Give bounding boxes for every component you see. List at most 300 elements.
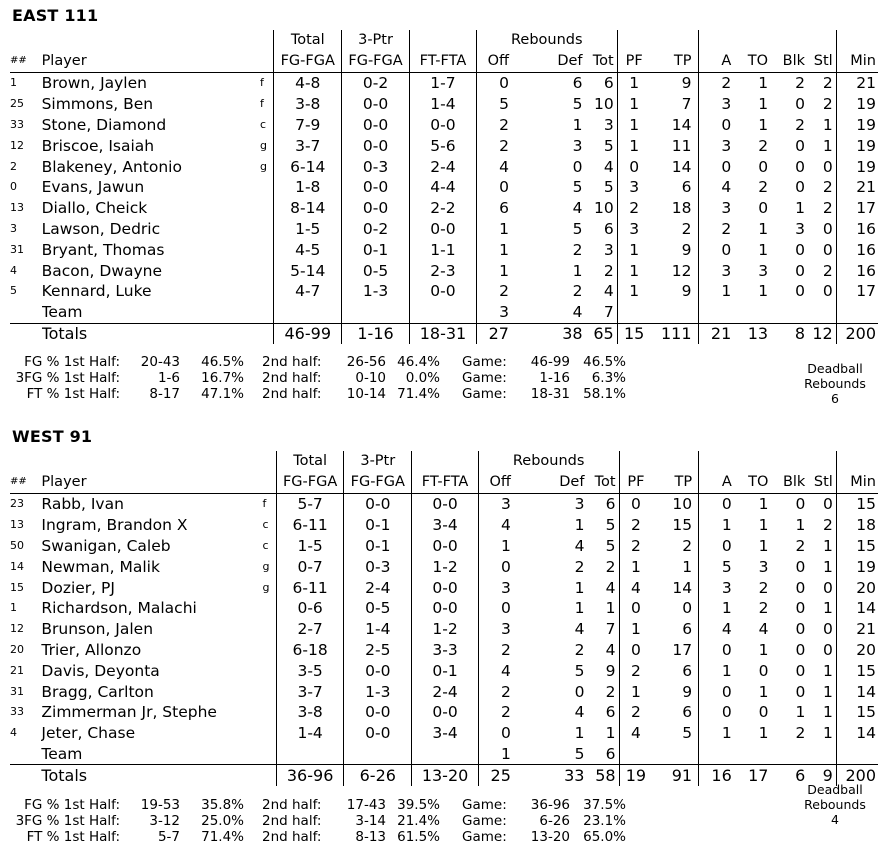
total-points: 5 xyxy=(652,723,698,744)
second-half-pct: 21.4% xyxy=(397,813,440,829)
personal-fouls: 1 xyxy=(630,682,641,701)
three-fg-fga: 0-0 xyxy=(342,135,410,156)
player-name: Kennard, Luke xyxy=(41,282,152,301)
header-blank xyxy=(42,30,260,50)
off-rebounds: 0 xyxy=(501,557,511,576)
def-rebounds: 1 xyxy=(574,724,585,743)
turnovers: 3 xyxy=(758,261,769,280)
minutes: 17 xyxy=(856,199,876,218)
ft-fta: 5-6 xyxy=(409,135,476,156)
minutes: 200 xyxy=(845,323,876,343)
player-position: g xyxy=(259,159,267,173)
ft-fta: 3-3 xyxy=(412,640,479,661)
personal-fouls: 1 xyxy=(629,115,640,134)
player-row xyxy=(10,494,878,515)
off-rebounds: 2 xyxy=(501,682,511,701)
first-half-pct: 46.5% xyxy=(201,354,244,370)
total-points: 91 xyxy=(652,765,698,786)
header-ft: FT-FTA xyxy=(409,50,476,73)
player-position xyxy=(262,660,276,681)
blocks: 0 xyxy=(795,640,806,659)
ft-fta: 0-0 xyxy=(412,702,479,723)
player-row xyxy=(10,281,878,302)
def-rebounds: 1 xyxy=(574,599,585,618)
player-name: Diallo, Cheick xyxy=(41,199,148,218)
header-ft: FT-FTA xyxy=(412,471,479,494)
player-number: 23 xyxy=(10,497,24,511)
steals: 1 xyxy=(809,723,836,744)
game-label: Game: xyxy=(462,370,507,386)
ft-fta: 4-4 xyxy=(409,177,476,198)
player-name: Jeter, Chase xyxy=(41,724,136,743)
steals: 1 xyxy=(809,556,836,577)
def-rebounds: 6 xyxy=(572,74,583,93)
fg-fga: 5-14 xyxy=(274,260,342,281)
blocks: 0 xyxy=(795,157,806,176)
summary-row xyxy=(0,354,660,370)
player-name: Bryant, Thomas xyxy=(41,240,165,259)
player-position xyxy=(260,219,274,240)
blocks: 0 xyxy=(795,599,806,618)
totals-label: Totals xyxy=(41,323,88,343)
def-rebounds: 1 xyxy=(574,578,585,597)
turnovers: 13 xyxy=(747,323,769,343)
personal-fouls: 3 xyxy=(629,219,640,238)
rebounds-label: Rebounds xyxy=(804,797,866,812)
personal-fouls: 0 xyxy=(629,157,640,176)
minutes: 14 xyxy=(856,682,876,701)
first-half-pct: 47.1% xyxy=(201,386,244,402)
player-number: 2 xyxy=(10,159,17,173)
ft-fta: 0-0 xyxy=(412,577,479,598)
game-made-att: 1-16 xyxy=(539,370,570,386)
def-rebounds: 1 xyxy=(574,516,585,535)
player-position: c xyxy=(259,117,267,131)
personal-fouls: 1 xyxy=(629,282,640,301)
steals: 1 xyxy=(809,135,836,156)
assists: 0 xyxy=(721,495,732,514)
player-row xyxy=(10,619,878,640)
player-name: Bacon, Dwayne xyxy=(41,261,163,280)
fg-fga: 0-7 xyxy=(276,556,344,577)
player-position: f xyxy=(259,76,264,90)
blocks: 0 xyxy=(795,282,806,301)
second-half-label: 2nd half: xyxy=(262,813,322,829)
steals: 0 xyxy=(809,156,836,177)
three-fg-fga: 0-3 xyxy=(344,556,412,577)
three-fg-fga xyxy=(342,302,410,323)
fg-fga: 5-7 xyxy=(276,494,344,515)
personal-fouls: 1 xyxy=(629,261,640,280)
off-rebounds: 6 xyxy=(499,199,509,218)
turnovers: 1 xyxy=(758,95,769,114)
first-half-made-att: 8-17 xyxy=(149,386,180,402)
steals: 1 xyxy=(809,115,836,136)
tot-rebounds: 7 xyxy=(586,619,619,640)
def-rebounds: 4 xyxy=(574,536,585,555)
steals: 0 xyxy=(809,494,836,515)
fg-fga: 3-7 xyxy=(274,135,342,156)
assists: 1 xyxy=(721,661,732,680)
player-position xyxy=(262,723,276,744)
tot-rebounds: 58 xyxy=(586,765,619,786)
blocks xyxy=(772,302,809,323)
ft-fta: 3-4 xyxy=(412,515,479,536)
def-rebounds: 4 xyxy=(572,199,583,218)
header-a: A xyxy=(699,471,736,494)
turnovers: 1 xyxy=(758,640,769,659)
player-position xyxy=(262,598,276,619)
player-row xyxy=(10,660,878,681)
game-label: Game: xyxy=(462,386,507,402)
player-number: 4 xyxy=(10,726,17,740)
player-number xyxy=(10,765,41,786)
personal-fouls: 4 xyxy=(630,578,641,597)
three-fg-fga: 1-3 xyxy=(344,681,412,702)
turnovers: 1 xyxy=(758,282,769,301)
header-blank xyxy=(836,30,878,50)
personal-fouls xyxy=(619,744,652,765)
player-row xyxy=(10,640,878,661)
second-half-label: 2nd half: xyxy=(262,797,322,813)
turnovers: 1 xyxy=(758,724,769,743)
player-number xyxy=(10,302,42,323)
fg-fga: 1-4 xyxy=(276,723,344,744)
player-name: Team xyxy=(42,302,260,323)
minutes: 20 xyxy=(856,640,876,659)
header-a: A xyxy=(698,50,735,73)
player-number: 14 xyxy=(10,559,24,573)
off-rebounds: 0 xyxy=(501,599,511,618)
blocks: 0 xyxy=(795,95,806,114)
header-blank xyxy=(409,30,476,50)
second-half-pct: 71.4% xyxy=(397,386,440,402)
summary-label: 3FG % 1st Half: xyxy=(15,813,120,829)
header-blank xyxy=(262,451,276,471)
tot-rebounds: 6 xyxy=(585,73,618,94)
tot-rebounds: 2 xyxy=(585,260,618,281)
player-number: 13 xyxy=(10,518,24,532)
header-to: TO xyxy=(735,50,772,73)
assists: 4 xyxy=(721,620,732,639)
player-number: 1 xyxy=(10,601,17,615)
steals: 2 xyxy=(809,94,836,115)
second-half-made-att: 8-13 xyxy=(355,829,386,845)
first-half-made-att: 3-12 xyxy=(149,813,180,829)
ft-fta: 2-4 xyxy=(412,681,479,702)
player-name: Swanigan, Caleb xyxy=(41,536,171,555)
player-number: 0 xyxy=(10,180,17,194)
assists: 3 xyxy=(721,261,732,280)
player-position xyxy=(260,198,274,219)
assists: 3 xyxy=(721,199,732,218)
blocks: 2 xyxy=(795,74,806,93)
total-points: 9 xyxy=(651,239,698,260)
steals: 1 xyxy=(809,702,836,723)
player-position xyxy=(262,744,276,765)
header-blank xyxy=(260,30,274,50)
def-rebounds: 2 xyxy=(572,282,583,301)
steals xyxy=(809,744,836,765)
second-half-made-att: 26-56 xyxy=(346,354,386,370)
tot-rebounds: 9 xyxy=(586,660,619,681)
ft-fta: 0-0 xyxy=(412,494,479,515)
header-stl: Stl xyxy=(809,471,836,494)
steals: 2 xyxy=(809,198,836,219)
second-half-label: 2nd half: xyxy=(262,829,322,845)
assists: 1 xyxy=(721,282,732,301)
summary-label: FT % 1st Half: xyxy=(26,829,120,845)
total-points: 14 xyxy=(651,115,698,136)
ft-fta: 0-0 xyxy=(409,281,476,302)
off-rebounds: 0 xyxy=(499,178,509,197)
fg-fga xyxy=(276,744,344,765)
three-fg-fga: 0-0 xyxy=(344,494,412,515)
blocks: 1 xyxy=(795,199,806,218)
header-fg: FG-FGA xyxy=(274,50,342,73)
total-points: 14 xyxy=(651,156,698,177)
assists: 1 xyxy=(721,599,732,618)
player-name: Richardson, Malachi xyxy=(41,599,197,618)
player-name: Trier, Allonzo xyxy=(41,640,142,659)
turnovers: 2 xyxy=(758,178,769,197)
player-position xyxy=(262,765,276,786)
fg-fga: 4-7 xyxy=(274,281,342,302)
total-points: 6 xyxy=(651,177,698,198)
player-name: Briscoe, Isaiah xyxy=(41,136,155,155)
turnovers: 0 xyxy=(758,703,769,722)
three-fg-fga: 0-0 xyxy=(342,198,410,219)
minutes: 19 xyxy=(856,136,876,155)
deadball-label: Deadball xyxy=(807,782,863,797)
total-points: 6 xyxy=(652,702,698,723)
off-rebounds: 2 xyxy=(499,115,509,134)
blocks: 0 xyxy=(795,620,806,639)
header-blank xyxy=(477,30,511,50)
total-points: 7 xyxy=(651,94,698,115)
off-rebounds: 27 xyxy=(488,323,509,343)
off-rebounds: 1 xyxy=(499,240,509,259)
first-half-made-att: 20-43 xyxy=(140,354,180,370)
summary-row xyxy=(0,813,660,829)
header-min: Min xyxy=(836,471,878,494)
minutes: 19 xyxy=(856,95,876,114)
total-points: 18 xyxy=(651,198,698,219)
total-points: 12 xyxy=(651,260,698,281)
player-number: 31 xyxy=(10,684,24,698)
header-3ptr: 3-Ptr xyxy=(342,30,410,50)
summary-row xyxy=(0,386,660,402)
turnovers: 1 xyxy=(758,516,769,535)
off-rebounds: 2 xyxy=(501,703,511,722)
assists: 3 xyxy=(721,578,732,597)
total-points: 2 xyxy=(651,219,698,240)
game-made-att: 46-99 xyxy=(530,354,570,370)
blocks: 0 xyxy=(795,261,806,280)
ft-fta: 3-4 xyxy=(412,723,479,744)
turnovers: 1 xyxy=(758,219,769,238)
player-number xyxy=(10,744,41,765)
header-group-row xyxy=(10,451,878,471)
summary-label: 3FG % 1st Half: xyxy=(15,370,120,386)
ft-fta: 1-7 xyxy=(409,73,476,94)
steals: 1 xyxy=(809,536,836,557)
steals: 2 xyxy=(809,260,836,281)
second-half-pct: 39.5% xyxy=(397,797,440,813)
fg-fga: 6-18 xyxy=(276,640,344,661)
tot-rebounds: 6 xyxy=(586,744,619,765)
blocks: 0 xyxy=(795,578,806,597)
fg-fga: 3-5 xyxy=(276,660,344,681)
ft-fta xyxy=(409,302,476,323)
off-rebounds: 0 xyxy=(499,74,509,93)
ft-fta: 2-3 xyxy=(409,260,476,281)
player-name: Zimmerman Jr, Stephe xyxy=(41,703,217,722)
turnovers xyxy=(736,744,773,765)
assists: 4 xyxy=(721,178,732,197)
second-half-made-att: 17-43 xyxy=(346,797,386,813)
def-rebounds: 5 xyxy=(572,219,583,238)
assists: 0 xyxy=(721,157,732,176)
tot-rebounds: 7 xyxy=(585,302,618,323)
blocks: 0 xyxy=(795,682,806,701)
turnovers: 4 xyxy=(758,620,769,639)
fg-fga: 6-14 xyxy=(274,156,342,177)
tot-rebounds: 3 xyxy=(585,239,618,260)
minutes: 200 xyxy=(845,765,876,785)
def-rebounds: 5 xyxy=(513,744,587,765)
ft-fta: 1-2 xyxy=(412,619,479,640)
summary-row xyxy=(0,797,660,813)
off-rebounds: 4 xyxy=(501,661,511,680)
tot-rebounds: 4 xyxy=(585,281,618,302)
off-rebounds: 5 xyxy=(499,95,509,114)
header-blank xyxy=(836,451,878,471)
first-half-pct: 25.0% xyxy=(201,813,244,829)
assists: 2 xyxy=(721,219,732,238)
game-made-att: 18-31 xyxy=(530,386,570,402)
player-name: Brown, Jaylen xyxy=(41,74,147,93)
player-position xyxy=(260,177,274,198)
player-number: 33 xyxy=(10,705,24,719)
player-row xyxy=(10,177,878,198)
summary-label: FT % 1st Half: xyxy=(26,386,120,402)
three-fg-fga: 0-3 xyxy=(342,156,410,177)
first-half-pct: 16.7% xyxy=(201,370,244,386)
player-position xyxy=(260,239,274,260)
def-rebounds: 5 xyxy=(574,661,585,680)
game-pct: 46.5% xyxy=(583,354,626,370)
header-blank xyxy=(412,451,479,471)
player-row xyxy=(10,135,878,156)
minutes: 21 xyxy=(856,178,876,197)
tot-rebounds: 3 xyxy=(585,115,618,136)
header-blank xyxy=(651,30,698,50)
def-rebounds: 33 xyxy=(564,765,585,785)
minutes: 19 xyxy=(856,557,876,576)
off-rebounds: 0 xyxy=(501,724,511,743)
header-blank xyxy=(10,30,42,50)
three-fg-fga xyxy=(344,744,412,765)
header-num: ## xyxy=(10,471,41,494)
player-name: Stone, Diamond xyxy=(41,115,167,134)
fg-fga: 46-99 xyxy=(274,323,342,344)
fg-fga: 1-5 xyxy=(274,219,342,240)
minutes: 17 xyxy=(856,282,876,301)
three-fg-fga: 2-5 xyxy=(344,640,412,661)
fg-fga: 3-8 xyxy=(276,702,344,723)
header-tp3: FG-FGA xyxy=(344,471,412,494)
tot-rebounds: 10 xyxy=(585,198,618,219)
personal-fouls: 1 xyxy=(629,95,640,114)
off-rebounds: 2 xyxy=(499,136,509,155)
game-label: Game: xyxy=(462,813,507,829)
total-points: 6 xyxy=(652,660,698,681)
minutes: 15 xyxy=(856,703,876,722)
first-half-made-att: 5-7 xyxy=(157,829,180,845)
off-rebounds: 1 xyxy=(501,536,511,555)
player-number: 50 xyxy=(10,538,24,552)
team-rebounds-row xyxy=(10,744,878,765)
assists xyxy=(699,744,736,765)
header-blank xyxy=(809,30,836,50)
first-half-pct: 35.8% xyxy=(201,797,244,813)
assists: 5 xyxy=(721,557,732,576)
fg-fga: 7-9 xyxy=(274,115,342,136)
turnovers: 0 xyxy=(758,661,769,680)
game-made-att: 6-26 xyxy=(539,813,570,829)
blocks: 8 xyxy=(794,323,806,343)
player-name: Team xyxy=(41,744,262,765)
total-points: 14 xyxy=(652,577,698,598)
game-pct: 23.1% xyxy=(583,813,626,829)
personal-fouls: 3 xyxy=(629,178,640,197)
fg-fga: 6-11 xyxy=(276,515,344,536)
player-name: Ingram, Brandon X xyxy=(41,516,188,535)
off-rebounds: 3 xyxy=(501,578,511,597)
total-points: 10 xyxy=(652,494,698,515)
fg-fga: 4-8 xyxy=(274,73,342,94)
assists: 3 xyxy=(721,136,732,155)
def-rebounds: 2 xyxy=(574,557,585,576)
player-number: 13 xyxy=(10,201,24,215)
header-num: ## xyxy=(10,50,42,73)
fg-fga: 3-7 xyxy=(276,681,344,702)
three-fg-fga: 1-16 xyxy=(342,323,410,344)
off-rebounds: 2 xyxy=(499,282,509,301)
player-position xyxy=(262,619,276,640)
first-half-made-att: 19-53 xyxy=(140,797,180,813)
player-name: Blakeney, Antonio xyxy=(41,157,182,176)
game-made-att: 13-20 xyxy=(530,829,570,845)
first-half-pct: 71.4% xyxy=(201,829,244,845)
def-rebounds: 4 xyxy=(511,302,585,323)
player-position xyxy=(260,323,274,344)
def-rebounds: 1 xyxy=(572,115,583,134)
summary-row xyxy=(0,829,660,845)
ft-fta: 1-1 xyxy=(409,239,476,260)
blocks: 0 xyxy=(795,661,806,680)
player-number: 3 xyxy=(10,221,17,235)
header-row xyxy=(10,50,878,73)
steals xyxy=(809,302,836,323)
header-blk: Blk xyxy=(772,50,809,73)
deadball-value: 4 xyxy=(831,812,839,827)
game-label: Game: xyxy=(462,829,507,845)
player-row xyxy=(10,598,878,619)
total-points: 0 xyxy=(652,598,698,619)
tot-rebounds: 5 xyxy=(585,177,618,198)
